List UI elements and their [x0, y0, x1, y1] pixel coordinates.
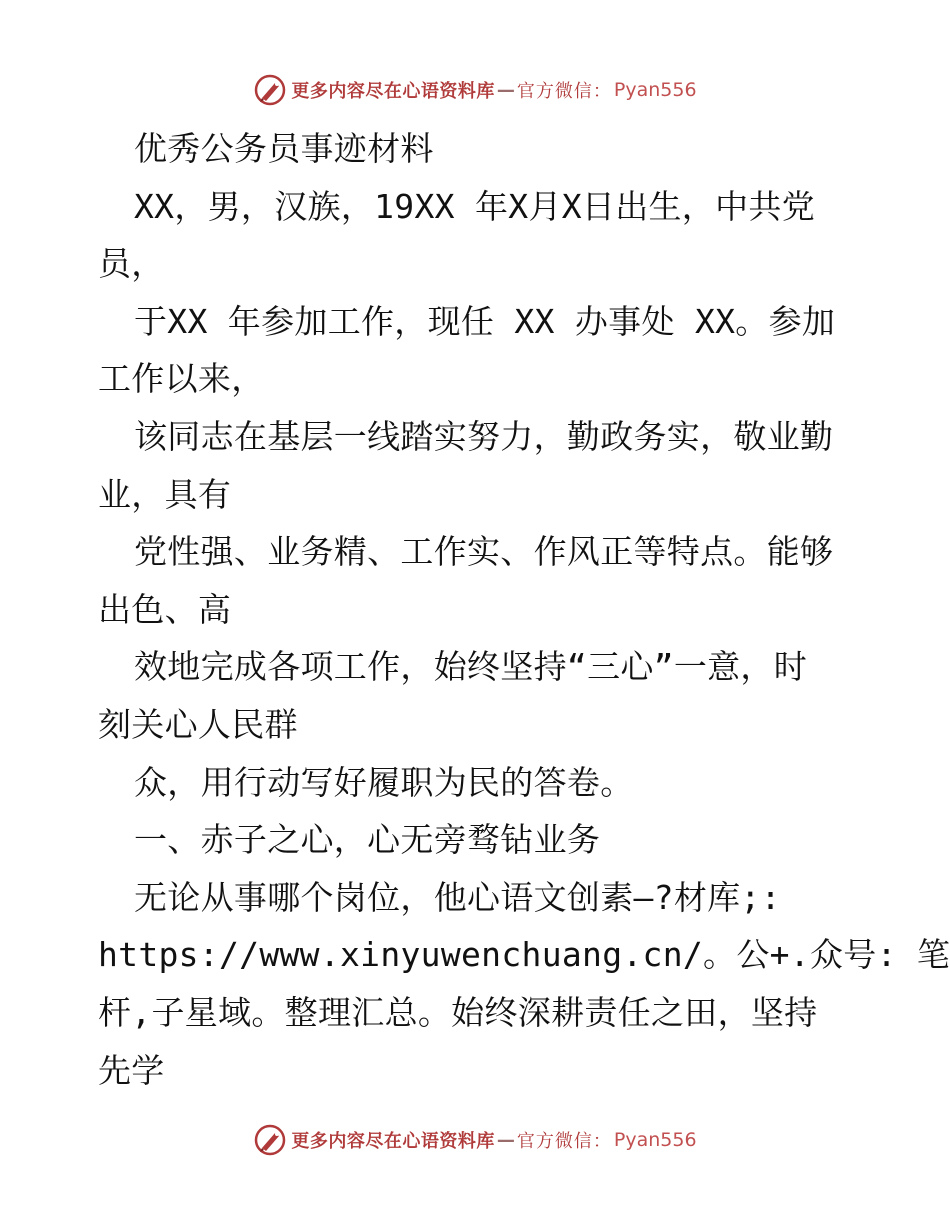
document-line: 该同志在基层一线踏实努力，勤政务实，敬业勤	[134, 416, 834, 456]
document-line: 优秀公务员事迹材料	[134, 129, 434, 168]
banner-separator: —	[496, 1129, 515, 1151]
document-line: 杆,子星域。整理汇总。始终深耕责任之田，坚持	[98, 992, 818, 1032]
document-line: 于XX 年参加工作，现任 XX 办事处 XX。参加	[134, 301, 836, 341]
document-line: https://www.xinyuwenchuang.cn/。公+.众号: 笔	[98, 935, 950, 975]
document-line: 党性强、业务精、工作实、作风正等特点。能够	[134, 532, 834, 572]
document-line: 出色、高	[98, 589, 232, 629]
banner-wechat-id: Pyan556	[613, 1129, 697, 1151]
banner-wechat-label: 官方微信：	[516, 1131, 612, 1152]
document-line: 工作以来，	[98, 359, 265, 399]
banner-brand-text: 更多内容尽在心语资料库	[291, 1131, 495, 1152]
banner-separator: —	[496, 79, 515, 101]
banner-wechat-id: Pyan556	[613, 79, 697, 101]
document-line: 一、赤子之心，心无旁骛钻业务	[134, 820, 601, 860]
document-line: 先学	[98, 1050, 165, 1090]
document-line: 业，具有	[98, 474, 232, 514]
document-line: 刻关心人民群	[98, 704, 298, 744]
banner-wechat-label: 官方微信：	[516, 81, 612, 102]
footer-watermark-banner	[0, 1120, 950, 1160]
pen-logo-icon	[253, 73, 287, 107]
pen-logo-icon	[253, 1123, 287, 1157]
header-watermark-banner	[0, 70, 950, 110]
document-line: XX，男，汉族，19XX 年X月X日出生，中共党	[134, 186, 816, 226]
document-line: 效地完成各项工作，始终坚持“三心”一意，时	[134, 647, 808, 687]
document-line: 无论从事哪个岗位，他心语文创素—?材库;:	[134, 877, 781, 917]
banner-brand-text: 更多内容尽在心语资料库	[291, 81, 495, 102]
document-line: 众，用行动写好履职为民的答卷。	[134, 762, 634, 802]
document-body	[98, 120, 950, 1099]
document-line: 员，	[98, 244, 165, 284]
